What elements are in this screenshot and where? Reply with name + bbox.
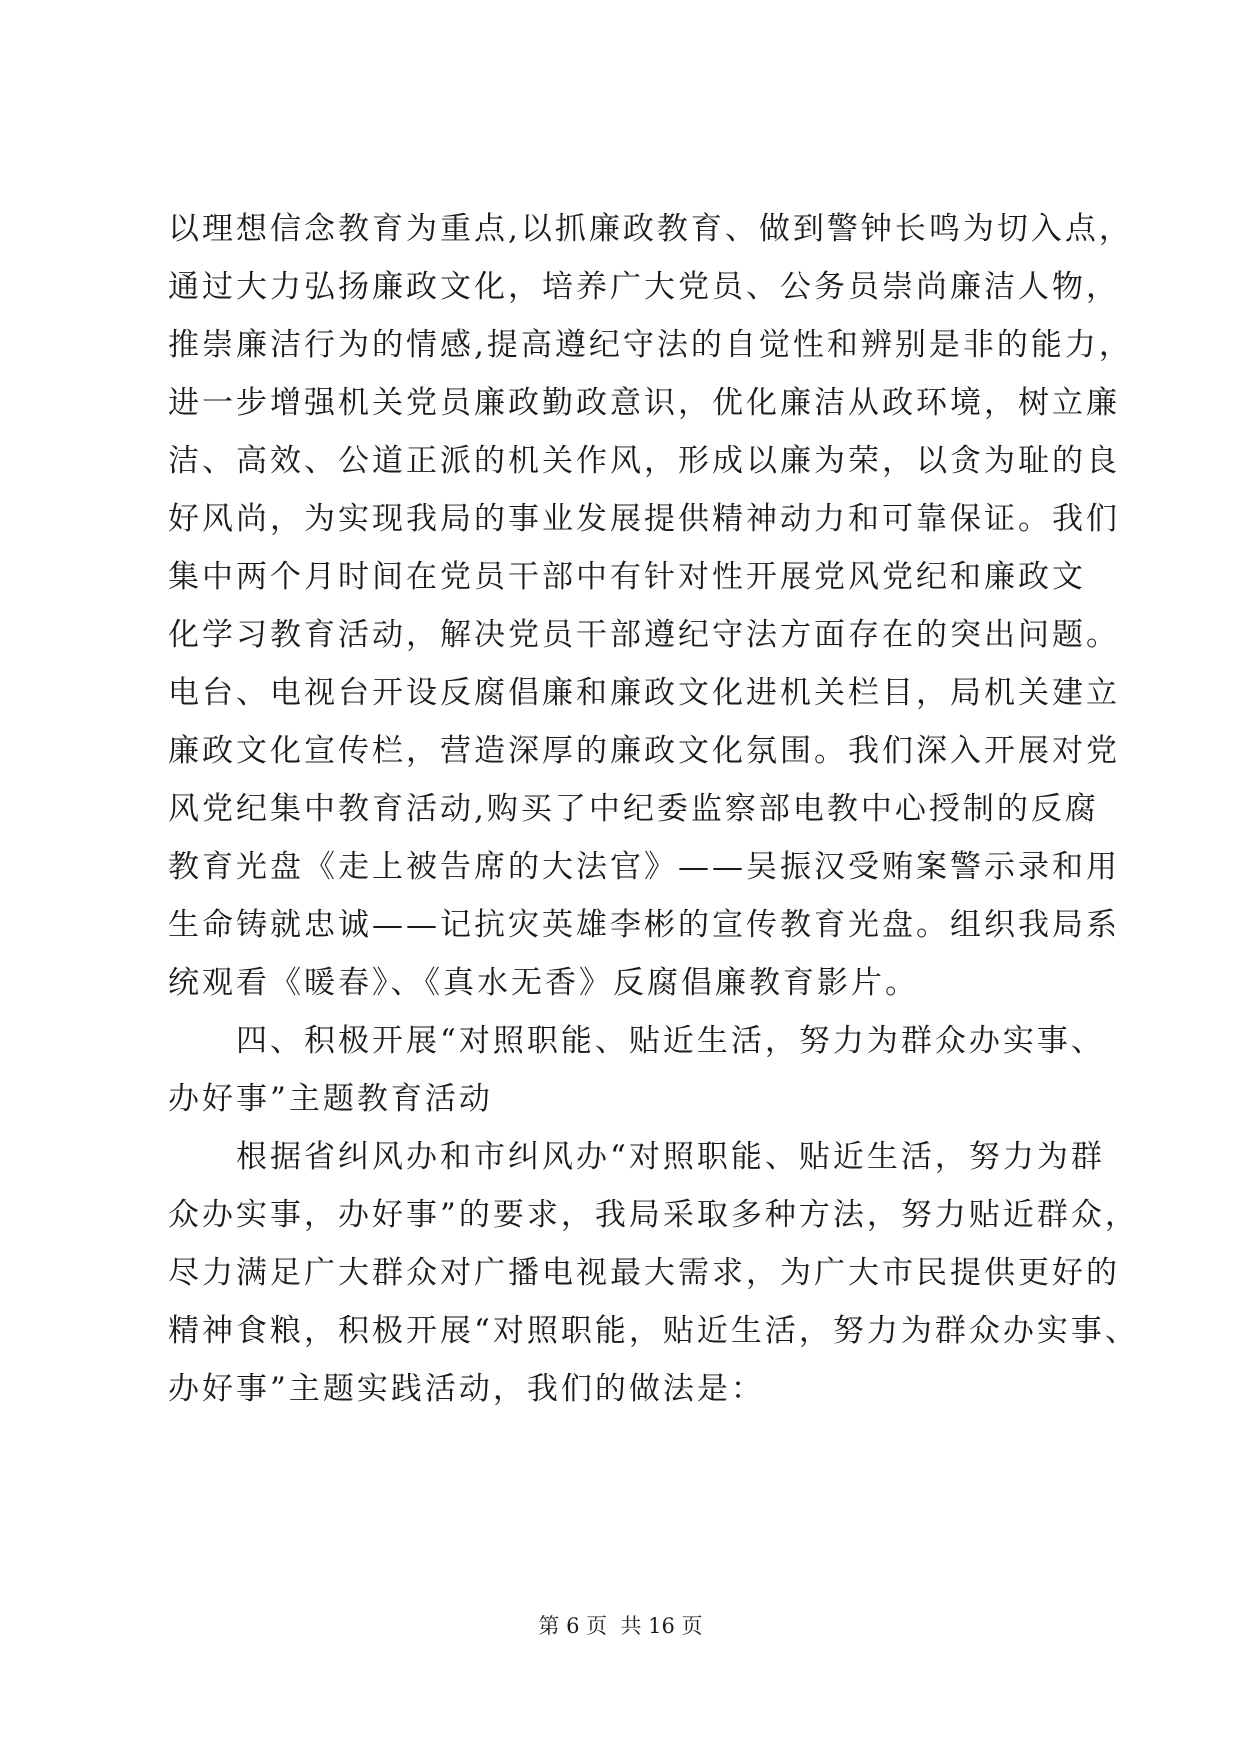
text-line: 电台、电视台开设反腐倡廉和廉政文化进机关栏目，局机关建立 [168, 675, 1120, 711]
text-line: 廉政文化宣传栏，营造深厚的廉政文化氛围。我们深入开展对党 [168, 733, 1120, 769]
text-line: 根据省纠风办和市纠风办“对照职能、贴近生活，努力为群 [168, 1139, 1105, 1175]
text-line: 统观看《暖春》、《真水无香》反腐倡廉教育影片。 [168, 965, 919, 1001]
text-line: 好风尚，为实现我局的事业发展提供精神动力和可靠保证。我们 [168, 501, 1120, 537]
text-line: 精神食粮，积极开展“对照职能，贴近生活，努力为群众办实事、 [168, 1313, 1139, 1349]
text-line: 办好事”主题实践活动，我们的做法是： [168, 1371, 765, 1407]
text-line: 推崇廉洁行为的情感,提高遵纪守法的自觉性和辨别是非的能力， [168, 327, 1133, 363]
page-number-footer: 第 6 页 共 16 页 [538, 1614, 703, 1638]
text-line: 教育光盘《走上被告席的大法官》——吴振汉受贿案警示录和用 [168, 849, 1120, 885]
text-line: 以理想信念教育为重点,以抓廉政教育、做到警钟长鸣为切入点， [168, 211, 1133, 247]
text-line: 众办实事，办好事”的要求，我局采取多种方法，努力贴近群众， [168, 1197, 1139, 1233]
body-text [168, 200, 1139, 1418]
text-line: 进一步增强机关党员廉政勤政意识，优化廉洁从政环境，树立廉 [168, 385, 1120, 421]
text-line: 洁、高效、公道正派的机关作风，形成以廉为荣，以贪为耻的良 [168, 443, 1120, 479]
section-heading-line: 四、积极开展“对照职能、贴近生活，努力为群众办实事、 [168, 1023, 1105, 1059]
section-heading-line: 办好事”主题教育活动 [168, 1081, 493, 1117]
text-line: 通过大力弘扬廉政文化，培养广大党员、公务员崇尚廉洁人物， [168, 269, 1120, 305]
text-line: 尽力满足广大群众对广播电视最大需求，为广大市民提供更好的 [168, 1255, 1120, 1291]
text-line: 化学习教育活动，解决党员干部遵纪守法方面存在的突出问题。 [168, 617, 1120, 653]
text-line: 生命铸就忠诚——记抗灾英雄李彬的宣传教育光盘。组织我局系 [168, 907, 1120, 943]
text-line: 风党纪集中教育活动,购买了中纪委监察部电教中心授制的反腐 [168, 791, 1099, 827]
text-line: 集中两个月时间在党员干部中有针对性开展党风党纪和廉政文 [168, 559, 1086, 595]
